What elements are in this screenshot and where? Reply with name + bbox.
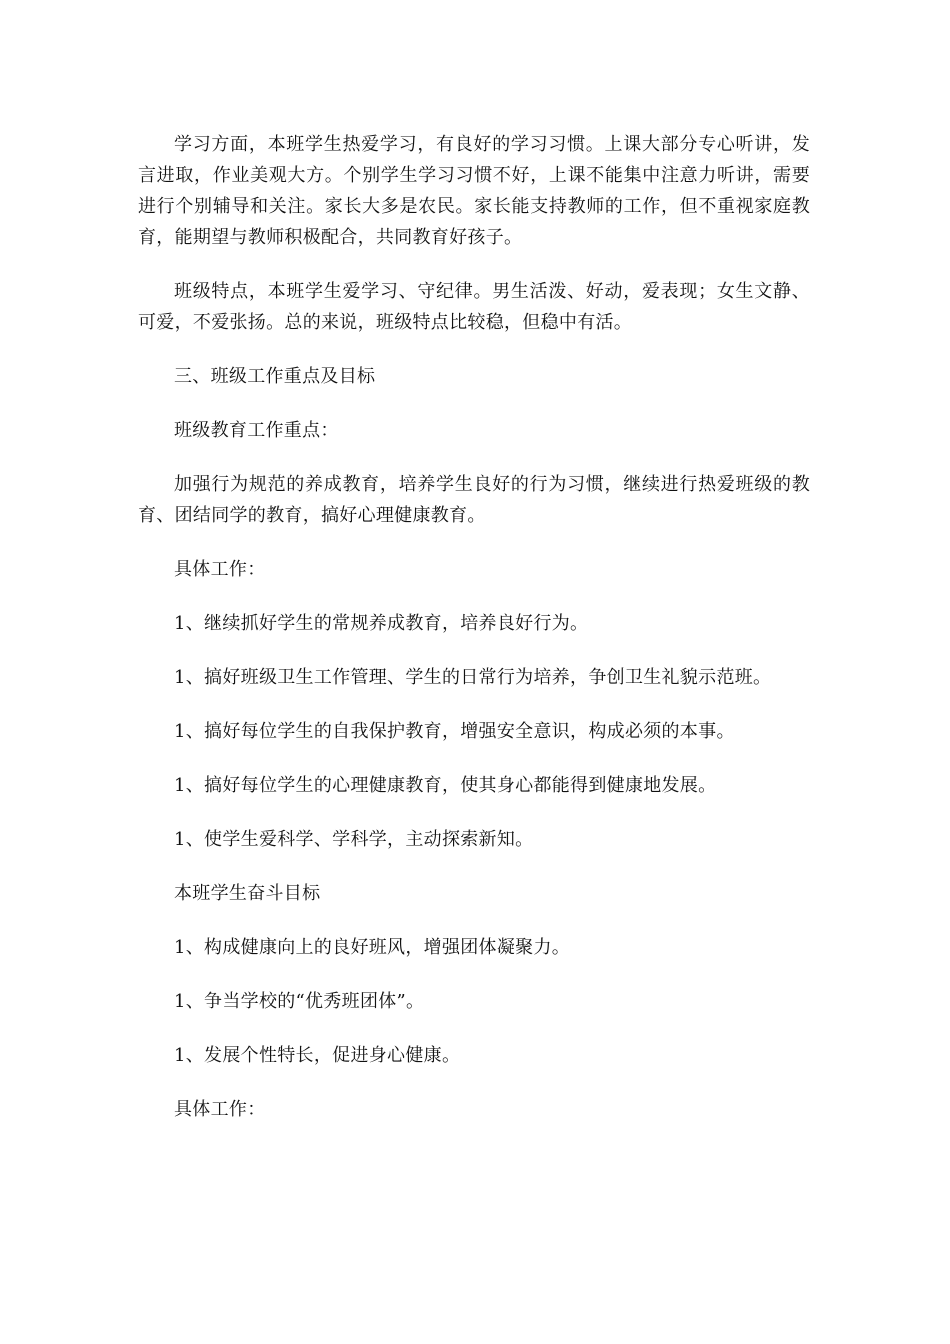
list-item-personal-strengths: 1、发展个性特长，促进身心健康。 <box>174 1045 461 1066</box>
subheading-specific-work-2: 具体工作： <box>174 1099 266 1120</box>
document-body <box>138 129 810 1148</box>
paragraph-study-situation: 学习方面，本班学生热爱学习，有良好的学习习惯。上课大部分专心听讲，发言进取，作业美观大方。个别学生学习习惯不好，上课不能集中注意力听讲，需要进行个别辅导和关注。家长大多是农民。家长能支持教师的工作，但不重视家庭教育，能期望与教师积极配合，共同教育好孩子。 <box>138 134 810 248</box>
list-item-mental-health: 1、搞好每位学生的心理健康教育，使其身心都能得到健康地发展。 <box>174 775 717 796</box>
list-item-hygiene-management: 1、搞好班级卫生工作管理、学生的日常行为培养，争创卫生礼貌示范班。 <box>174 667 772 688</box>
paragraph-class-features: 班级特点，本班学生爱学习、守纪律。男生活泼、好动，爱表现；女生文静、可爱，不爱张扬。总的来说，班级特点比较稳，但稳中有活。 <box>138 281 810 333</box>
section-heading-focus-goals: 三、班级工作重点及目标 <box>174 366 376 387</box>
list-item-routine-habits: 1、继续抓好学生的常规养成教育，培养良好行为。 <box>174 613 589 634</box>
subheading-specific-work: 具体工作： <box>174 559 266 580</box>
list-item-self-protection: 1、搞好每位学生的自我保护教育，增强安全意识，构成必须的本事。 <box>174 721 735 742</box>
list-item-excellent-group: 1、争当学校的“优秀班团体”。 <box>174 991 425 1012</box>
subheading-education-focus: 班级教育工作重点： <box>174 420 339 441</box>
list-item-class-spirit: 1、构成健康向上的良好班风，增强团体凝聚力。 <box>174 937 571 958</box>
subheading-student-goals: 本班学生奋斗目标 <box>174 883 321 904</box>
list-item-love-science: 1、使学生爱科学、学科学，主动探索新知。 <box>174 829 534 850</box>
paragraph-education-focus: 加强行为规范的养成教育，培养学生良好的行为习惯，继续进行热爱班级的教育、团结同学的教育，搞好心理健康教育。 <box>138 474 810 526</box>
